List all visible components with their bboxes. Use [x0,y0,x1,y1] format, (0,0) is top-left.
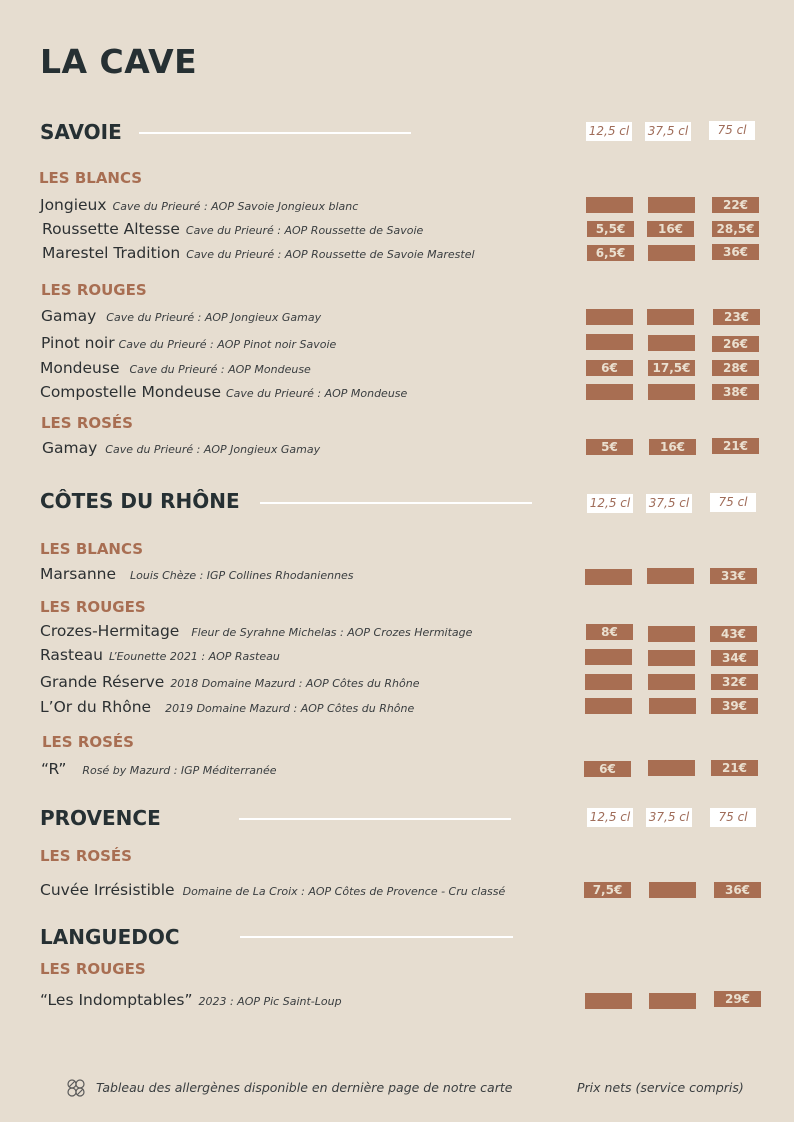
price-37-5cl [648,335,695,351]
price-37-5cl: 16€ [647,221,694,237]
price-75cl: 28,5€ [712,221,759,237]
wine-name: Roussette Altesse [42,220,180,238]
wine-item [40,358,311,380]
price-37-5cl [649,882,696,898]
price-75cl: 22€ [712,197,759,213]
price-37-5cl [649,993,696,1009]
price-12-5cl [586,334,633,350]
price-75cl: 38€ [712,384,759,400]
price-12-5cl: 6€ [586,360,633,376]
wine-item [41,306,321,328]
region-divider [239,818,511,820]
wine-name: Mondeuse [40,359,120,377]
volume-header-12-5cl: 12,5 cl [587,494,633,513]
price-75cl: 33€ [710,568,757,584]
wine-name: L’Or du Rhône [40,698,152,716]
wine-item [42,438,320,460]
price-37-5cl: 16€ [649,439,696,455]
wine-description: Cave du Prieuré : AOP Pinot noir Savoie [118,338,337,351]
price-75cl: 43€ [710,626,757,642]
price-37-5cl [647,568,694,584]
price-75cl: 28€ [712,360,759,376]
region-heading-languedoc: LANGUEDOC [40,925,180,949]
wine-name: “Les Indomptables” [40,991,193,1009]
price-12-5cl [586,384,633,400]
price-note: Prix nets (service compris) [577,1080,744,1095]
price-75cl: 36€ [714,882,761,898]
price-75cl: 26€ [712,336,759,352]
volume-header-37-5cl: 37,5 cl [645,122,691,141]
wine-item [40,564,354,586]
wine-description: Cave du Prieuré : AOP Roussette de Savoie [185,224,424,237]
wine-name: Gamay [42,439,98,457]
price-75cl: 36€ [712,244,759,260]
category-heading-blancs: LES BLANCS [39,169,143,187]
price-37-5cl [649,698,696,714]
volume-header-37-5cl: 37,5 cl [646,494,692,513]
price-37-5cl [648,674,695,690]
wine-name: Pinot noir [41,334,115,352]
wine-description: Rosé by Mazurd : IGP Méditerranée [82,764,277,777]
volume-header-75cl: 75 cl [709,121,755,140]
wine-item [40,382,407,404]
wine-item [40,697,414,719]
category-heading-blancs: LES BLANCS [40,540,144,558]
wine-name: Compostelle Mondeuse [40,383,221,401]
region-heading-savoie: SAVOIE [40,120,122,144]
wine-description: Fleur de Syrahne Michelas : AOP Crozes Hermitage [191,626,473,639]
category-heading-roses: LES ROSÉS [41,414,133,432]
region-divider [139,132,411,134]
wine-item [42,219,423,241]
price-12-5cl [585,993,632,1009]
wine-description: L’Eounette 2021 : AOP Rasteau [108,650,280,663]
price-12-5cl [585,698,632,714]
category-heading-roses: LES ROSÉS [40,847,132,865]
wine-name: Jongieux [40,196,107,214]
price-12-5cl [585,674,632,690]
wine-description: 2023 : AOP Pic Saint-Loup [198,995,342,1008]
price-12-5cl: 8€ [586,624,633,640]
wine-item [40,621,472,643]
category-heading-rouges: LES ROUGES [41,281,147,299]
price-75cl: 23€ [713,309,760,325]
price-12-5cl: 6,5€ [587,245,634,261]
category-heading-roses: LES ROSÉS [42,733,134,751]
wine-name: Cuvée Irrésistible [40,881,175,899]
volume-header-75cl: 75 cl [710,808,756,827]
wine-item [40,672,420,694]
price-75cl: 21€ [711,760,758,776]
wine-name: Grande Réserve [40,673,165,691]
price-12-5cl [586,197,633,213]
price-37-5cl [648,626,695,642]
wine-item [40,645,280,667]
wine-description: 2019 Domaine Mazurd : AOP Côtes du Rhône [165,702,415,715]
wine-name: Marestel Tradition [42,244,181,262]
wine-description: 2018 Domaine Mazurd : AOP Côtes du Rhône [170,677,420,690]
wine-name: Marsanne [40,565,117,583]
wine-item [41,759,276,781]
wine-description: Cave du Prieuré : AOP Mondeuse [225,387,408,400]
wine-description: Cave du Prieuré : AOP Mondeuse [129,363,311,376]
volume-header-37-5cl: 37,5 cl [646,808,692,827]
price-75cl: 21€ [712,438,759,454]
wine-description: Louis Chèze : IGP Collines Rhodaniennes [130,569,354,582]
price-12-5cl: 6€ [584,761,631,777]
price-75cl: 34€ [711,650,758,666]
volume-header-12-5cl: 12,5 cl [586,122,632,141]
volume-header-12-5cl: 12,5 cl [587,808,633,827]
price-12-5cl: 5,5€ [587,221,634,237]
region-heading-provence: PROVENCE [40,806,161,830]
price-12-5cl: 7,5€ [584,882,631,898]
page-title: LA CAVE [40,42,198,81]
price-12-5cl [586,309,633,325]
price-37-5cl [648,197,695,213]
allergen-note: Tableau des allergènes disponible en dernière page de notre carte [96,1080,513,1095]
wine-description: Cave du Prieuré : AOP Savoie Jongieux blanc [112,200,359,213]
wine-name: “R” [41,760,67,778]
price-12-5cl [585,569,632,585]
wine-item [40,880,505,902]
price-75cl: 32€ [711,674,758,690]
category-heading-rouges: LES ROUGES [40,960,146,978]
region-heading-cotes-du-rhone: CÔTES DU RHÔNE [40,489,240,513]
price-75cl: 29€ [714,991,761,1007]
wine-item [40,990,342,1012]
wine-item [40,195,358,217]
region-divider [260,502,532,504]
volume-header-75cl: 75 cl [710,493,756,512]
region-divider [240,936,513,938]
price-37-5cl [648,245,695,261]
price-12-5cl [585,649,632,665]
price-37-5cl [647,309,694,325]
wine-name: Gamay [41,307,97,325]
price-37-5cl: 17,5€ [648,360,695,376]
wine-description: Cave du Prieuré : AOP Roussette de Savoie Marestel [186,248,475,261]
wine-item [42,243,475,265]
price-37-5cl [648,650,695,666]
wine-name: Rasteau [40,646,103,664]
wine-item [41,333,336,355]
wine-description: Domaine de La Croix : AOP Côtes de Provence - Cru classé [182,885,506,898]
wine-description: Cave du Prieuré : AOP Jongieux Gamay [105,443,321,456]
price-12-5cl: 5€ [586,439,633,455]
price-37-5cl [648,384,695,400]
allergen-icon [66,1078,86,1098]
wine-description: Cave du Prieuré : AOP Jongieux Gamay [106,311,322,324]
price-37-5cl [648,760,695,776]
wine-name: Crozes-Hermitage [40,622,180,640]
price-75cl: 39€ [711,698,758,714]
category-heading-rouges: LES ROUGES [40,598,146,616]
